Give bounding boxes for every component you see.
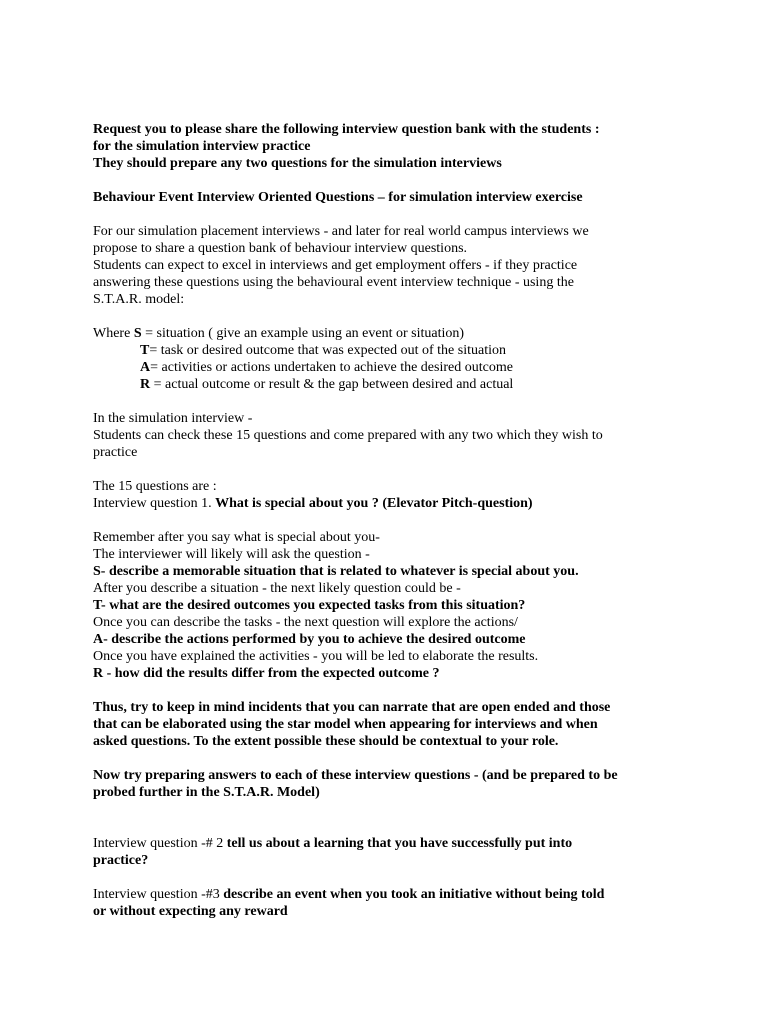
intro-line-1: Request you to please share the following interview question bank with the students : [93, 122, 600, 137]
where-label: Where [93, 326, 134, 341]
thus-line-3: asked questions. To the extent possible these should be contextual to your role. [93, 734, 559, 749]
para1-line-1: For our simulation placement interviews - and later for real world campus interviews we [93, 224, 589, 239]
followup-line-4: Once you can describe the tasks - the next question will explore the actions/ [93, 615, 518, 630]
star-situation [93, 325, 693, 342]
para1-line-3: Students can expect to excel in interviews and get employment offers - if they practice [93, 258, 578, 273]
star-activities [93, 359, 693, 376]
t-key: T [140, 343, 150, 358]
followup-s: S- describe a memorable situation that is related to whatever is special about you. [93, 564, 579, 579]
para1-line-2: propose to share a question bank of behaviour interview questions. [93, 241, 468, 256]
section-heading: Behaviour Event Interview Oriented Questions – for simulation interview exercise [93, 190, 583, 205]
followup-line-1: Remember after you say what is special about you- [93, 530, 380, 545]
thus-line-1: Thus, try to keep in mind incidents that you can narrate that are open ended and those [93, 700, 611, 715]
document-page [93, 121, 693, 920]
question-3-line-2: or without expecting any reward [93, 904, 288, 919]
s-key: S [133, 326, 142, 341]
para1-line-5: S.T.A.R. model: [93, 292, 185, 307]
now-line-2: probed further in the S.T.A.R. Model) [93, 785, 320, 800]
thus-line-2: that can be elaborated using the star model when appearing for interviews and when [93, 717, 598, 732]
question-2-label: Interview question -# 2 [93, 836, 227, 851]
question-2-line-2: practice? [93, 853, 149, 868]
followup-t: T- what are the desired outcomes you expected tasks from this situation? [93, 598, 526, 613]
s-text: = situation ( give an example using an event or situation) [141, 326, 465, 341]
a-key: A [140, 360, 151, 375]
star-task [93, 342, 693, 359]
a-text: = activities or actions undertaken to achieve the desired outcome [150, 360, 513, 375]
followup-a: A- describe the actions performed by you to achieve the desired outcome [93, 632, 526, 647]
followup-line-2: The interviewer will likely will ask the question - [93, 547, 370, 562]
intro-line-2: for the simulation interview practice [93, 139, 311, 154]
para2-line-3: practice [93, 445, 138, 460]
now-line-1: Now try preparing answers to each of these interview questions - (and be prepared to be [93, 768, 618, 783]
question-3-label: Interview question -#3 [93, 887, 224, 902]
followup-line-3: After you describe a situation - the next likely question could be - [93, 581, 461, 596]
para1-line-4: answering these questions using the behavioural event interview technique - using the [93, 275, 574, 290]
para2-line-2: Students can check these 15 questions and come prepared with any two which they wish to [93, 428, 603, 443]
question-1-text: What is special about you ? (Elevator Pitch-question) [215, 496, 533, 511]
question-1-label: Interview question 1. [93, 496, 216, 511]
question-2 [93, 835, 693, 852]
t-text: = task or desired outcome that was expected out of the situation [149, 343, 506, 358]
followup-r: R - how did the results differ from the expected outcome ? [93, 666, 440, 681]
questions-intro: The 15 questions are : [93, 479, 217, 494]
star-result [93, 376, 693, 393]
r-text: = actual outcome or result & the gap between desired and actual [150, 377, 514, 392]
intro-line-3: They should prepare any two questions for the simulation interviews [93, 156, 502, 171]
r-key: R [140, 377, 151, 392]
followup-line-5: Once you have explained the activities - you will be led to elaborate the results. [93, 649, 539, 664]
question-2-text: tell us about a learning that you have successfully put into [226, 836, 573, 851]
question-3-text: describe an event when you took an initiative without being told [223, 887, 605, 902]
question-3 [93, 886, 693, 903]
question-1 [93, 495, 693, 512]
para2-line-1: In the simulation interview - [93, 411, 253, 426]
